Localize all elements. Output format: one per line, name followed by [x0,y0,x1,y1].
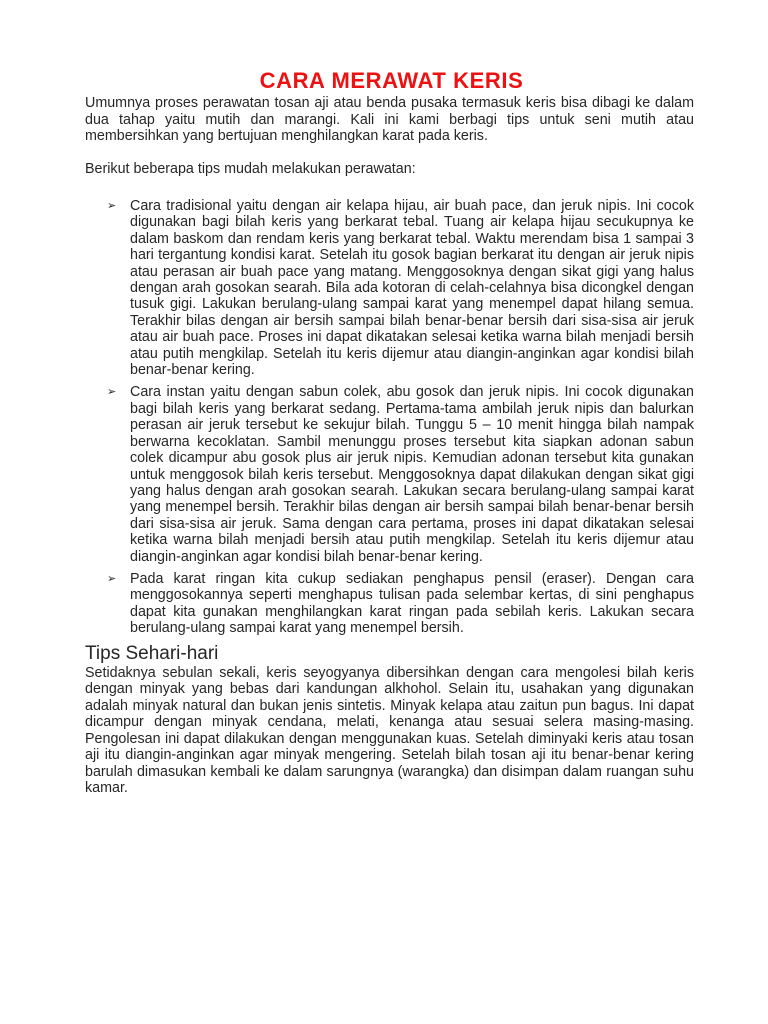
section-heading: Tips Sehari-hari [85,642,219,664]
arrow-bullet-icon: ➢ [107,386,117,399]
lead-paragraph: Berikut beberapa tips mudah melakukan perawatan: [85,160,416,177]
arrow-bullet-icon: ➢ [107,200,117,212]
tip-text: Cara tradisional yaitu dengan air kelapa hijau, air buah pace, dan jeruk nipis. Ini cocok digunakan bagi bilah keris yang berkarat tebal. Tuang air kelapa hijau secukupnya ke dalam baskom dan rendam keris yang berkarat tebal. Waktu merendam bisa 1 sampai 3 hari tergantung kondisi karat. Setelah itu gosok bagian berkarat itu dengan air jeruk nipis atau perasan air buah pace yang matang. Menggosoknya dengan sikat gigi yang halus dengan arah gosokan searah. Bila ada kotoran di celah-celahnya bisa dicongkel dengan tusuk gigi. Lakukan berulang-ulang sampai karat yang menempel dapat hilang semua. Terakhir bilas dengan air bersih sampai bilah benar-benar bersih dari sisa-sisa air jeruk atau air buah pace. Proses ini dapat dikatakan selesai ketika warna bilah menjadi bersih atau putih mengkilap. Setelah itu keris dijemur atau diangin-anginkan agar kondisi bilah benar-benar kering. [130,198,694,379]
list-item [85,571,694,637]
tips-list [85,198,694,637]
daily-tips-paragraph: Setidaknya sebulan sekali, keris seyogyanya dibersihkan dengan cara mengolesi bilah keris dengan minyak yang bebas dari kandungan alkhohol. Selain itu, usahakan yang digunakan adalah minyak natural dan bukan jenis sintetis. Minyak kelapa atau zaitun pun bagus. Ini dapat dicampur dengan minyak cendana, melati, kenanga atau sesuai selera masing-masing. Pengolesan ini dapat dilakukan dengan menggunakan kuas. Setelah diminyaki keris atau tosan aji itu diangin-anginkan agar minyak mengering. Setelah bilah tosan aji itu benar-benar kering barulah dimasukan kembali ke dalam sarungnya (warangka) dan disimpan dalam ruangan suhu kamar. [85,664,694,797]
intro-paragraph: Umumnya proses perawatan tosan aji atau benda pusaka termasuk keris bisa dibagi ke dalam dua tahap yaitu mutih dan marangi. Kali ini kami berbagi tips untuk seni mutih atau membersihkan yang bertujuan menghilangkan karat pada keris. [85,95,694,144]
arrow-bullet-icon: ➢ [107,572,117,585]
document-page [85,68,694,797]
tip-text: Pada karat ringan kita cukup sediakan penghapus pensil (eraser). Dengan cara menggosokannya seperti menghapus tulisan pada selembar kertas, di sini penghapus dapat kita gunakan menghilangkan karat ringan pada sebilah keris. Lakukan secara berulang-ulang sampai karat yang menempel bersih. [130,570,694,637]
list-item [85,198,694,378]
list-item [85,384,694,564]
page-title: CARA MERAWAT KERIS [259,68,524,93]
tip-text: Cara instan yaitu dengan sabun colek, abu gosok dan jeruk nipis. Ini cocok digunakan bagi bilah keris yang berkarat sedang. Pertama-tama ambilah jeruk nipis dan balurkan perasan air jeruk tersebut ke sekujur bilah. Tunggu 5 – 10 menit hingga bilah nampak berwarna kecoklatan. Sambil menunggu proses tersebut kita siapkan adonan sabun colek dicampur abu gosok plus air jeruk nipis. Kemudian adonan tersebut kita gunakan untuk menggosok bilah keris tersebut. Menggosoknya dapat dilakukan dengan sikat gigi yang halus dengan arah gosokan searah. Lakukan secara berulang-ulang sampai karat yang menempel bersih. Terakhir bilas dengan air bersih sampai bilah benar-benar bersih dari sisa-sisa air jeruk. Sama dengan cara pertama, proses ini dapat dikatakan selesai ketika warna bilah menjadi bersih atau putih mengkilap. Setelah itu keris dijemur atau diangin-anginkan agar kondisi bilah benar-benar kering. [130,384,694,565]
